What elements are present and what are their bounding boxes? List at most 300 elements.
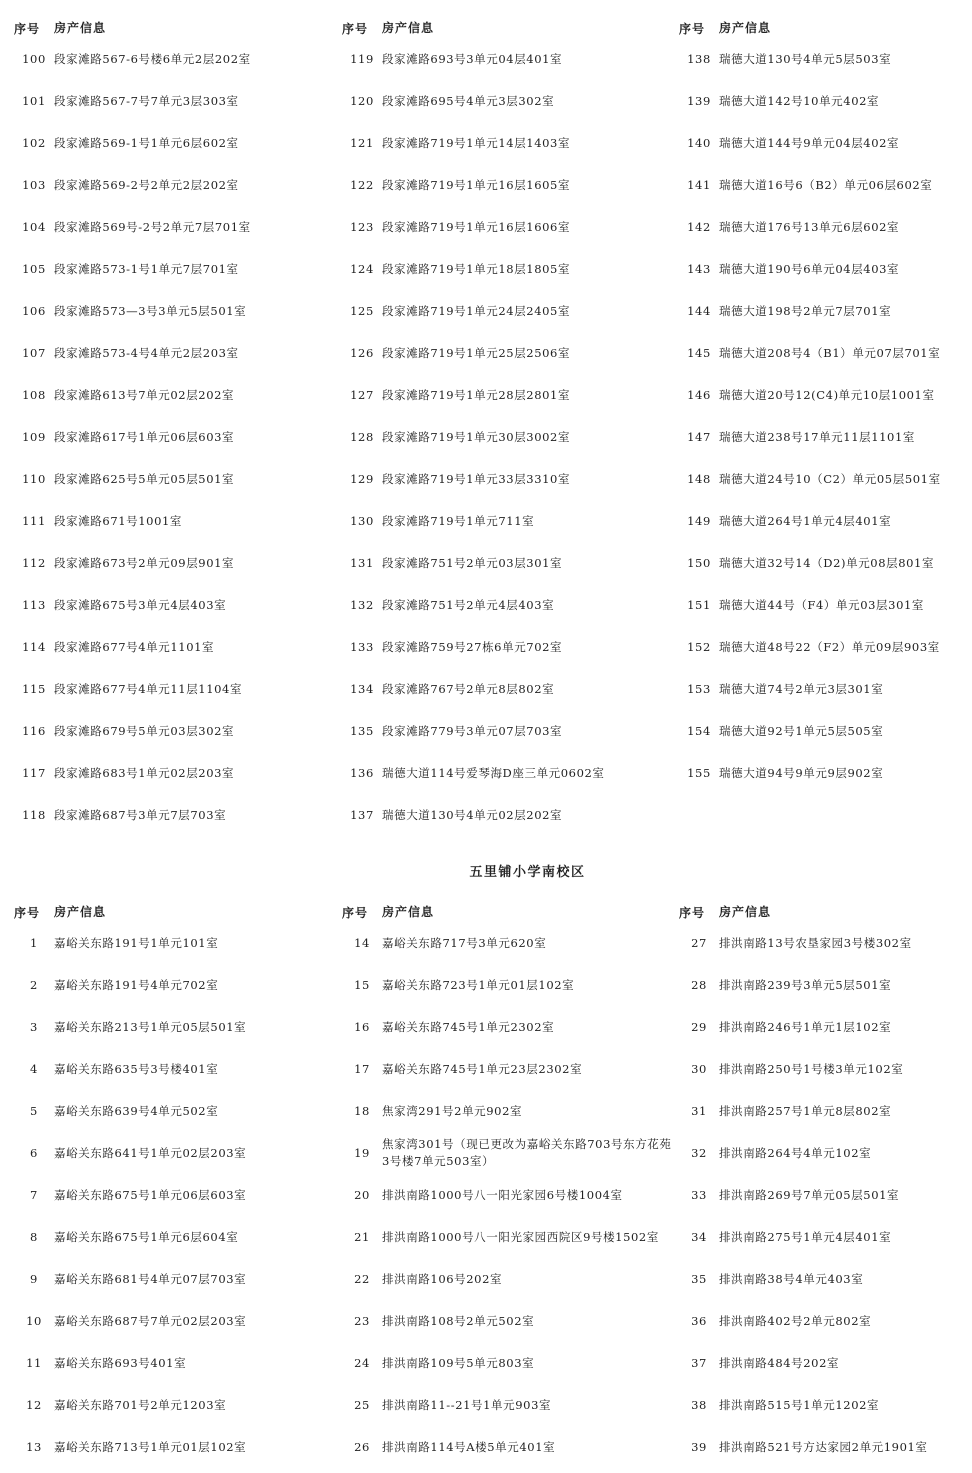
row-number: 144 [687,304,711,318]
table-row [342,710,674,752]
property-info: 排洪南路246号1单元1层102室 [719,1019,892,1034]
property-info: 段家滩路677号4单元11层1104室 [54,681,243,696]
table-row [679,1090,969,1132]
row-number: 142 [687,220,711,234]
property-info: 段家滩路719号1单元25层2506室 [382,345,571,360]
table-row [14,1216,332,1258]
bottom-column-3 [679,902,969,1468]
header-info: 房产信息 [54,20,107,35]
table-row [342,332,674,374]
table-row [14,416,332,458]
header-seq: 序号 [342,905,369,920]
table-row [679,1258,969,1300]
row-number: 6 [30,1146,38,1160]
row-number: 1 [30,936,38,950]
table-row [14,80,332,122]
property-info: 段家滩路767号2单元8层802室 [382,681,555,696]
row-number: 124 [350,262,374,276]
table-row [679,332,969,374]
row-number: 121 [350,136,374,150]
table-row [679,500,969,542]
row-number: 12 [26,1398,42,1412]
table-row [14,458,332,500]
table-row [342,1426,674,1468]
property-info: 瑞德大道198号2单元7层701室 [719,303,892,318]
table-row [679,710,969,752]
row-number: 112 [22,556,46,570]
property-info: 瑞德大道208号4（B1）单元07层701室 [719,345,941,360]
table-row [342,1174,674,1216]
table-row [679,80,969,122]
table-row [14,964,332,1006]
row-number: 22 [354,1272,370,1286]
property-info: 排洪南路484号202室 [719,1355,840,1370]
property-info: 排洪南路515号1单元1202室 [719,1397,880,1412]
table-row [342,1090,674,1132]
table-row [342,1258,674,1300]
row-number: 19 [354,1146,370,1160]
column-header [14,18,332,38]
row-number: 32 [691,1146,707,1160]
table-row [342,542,674,584]
table-row [14,500,332,542]
property-info: 瑞德大道264号1单元4层401室 [719,513,892,528]
table-row [14,248,332,290]
property-info: 排洪南路108号2单元502室 [382,1313,535,1328]
property-info: 焦家湾301号（现已更改为嘉峪关东路703号东方花苑3号楼7单元503室） [382,1137,672,1168]
table-row [342,416,674,458]
row-number: 102 [22,136,46,150]
table-row [342,290,674,332]
property-info: 嘉峪关东路687号7单元02层203室 [54,1313,247,1328]
property-info: 排洪南路38号4单元403室 [719,1271,864,1286]
row-number: 11 [26,1356,42,1370]
header-info: 房产信息 [54,904,107,919]
header-info: 房产信息 [719,20,772,35]
property-info: 瑞德大道238号17单元11层1101室 [719,429,915,444]
column-header [14,902,332,922]
property-info: 段家滩路613号7单元02层202室 [54,387,235,402]
table-row [14,542,332,584]
property-info: 段家滩路679号5单元03层302室 [54,723,235,738]
table-row [679,164,969,206]
header-seq: 序号 [342,21,369,36]
table-row [14,1048,332,1090]
table-row [14,1300,332,1342]
row-number: 108 [22,388,46,402]
property-info: 段家滩路719号1单元14层1403室 [382,135,571,150]
table-row [679,1006,969,1048]
row-number: 143 [687,262,711,276]
row-number: 114 [22,640,46,654]
table-row [342,668,674,710]
property-info: 嘉峪关东路681号4单元07层703室 [54,1271,247,1286]
table-row [14,1174,332,1216]
property-info: 排洪南路257号1单元8层802室 [719,1103,892,1118]
top-column-2 [342,18,674,836]
table-row [14,290,332,332]
row-number: 23 [354,1314,370,1328]
header-info: 房产信息 [382,20,435,35]
property-info: 段家滩路573—3号3单元5层501室 [54,303,247,318]
table-row [342,1216,674,1258]
table-row [14,752,332,794]
column-header [679,902,969,922]
property-info: 段家滩路573-4号4单元2层203室 [54,345,239,360]
row-number: 37 [691,1356,707,1370]
property-info: 嘉峪关东路635号3号楼401室 [54,1061,219,1076]
row-number: 140 [687,136,711,150]
row-number: 117 [22,766,46,780]
row-number: 7 [30,1188,38,1202]
table-row [342,1384,674,1426]
table-row [679,416,969,458]
row-number: 141 [687,178,711,192]
row-number: 25 [354,1398,370,1412]
row-number: 34 [691,1230,707,1244]
row-number: 148 [687,472,711,486]
property-info: 排洪南路106号202室 [382,1271,503,1286]
row-number: 138 [687,52,711,66]
row-number: 103 [22,178,46,192]
table-row [14,1426,332,1468]
property-info: 瑞德大道20号12(C4)单元10层1001室 [719,387,935,402]
header-info: 房产信息 [382,904,435,919]
property-info: 段家滩路719号1单元16层1606室 [382,219,571,234]
row-number: 14 [354,936,370,950]
property-info: 瑞德大道130号4单元5层503室 [719,51,892,66]
row-number: 5 [30,1104,38,1118]
row-number: 4 [30,1062,38,1076]
row-number: 26 [354,1440,370,1454]
column-header [679,18,969,38]
table-row [342,164,674,206]
property-info: 段家滩路671号1001室 [54,513,183,528]
property-info: 瑞德大道144号9单元04层402室 [719,135,900,150]
property-info: 段家滩路693号3单元04层401室 [382,51,563,66]
property-info: 瑞德大道32号14（D2)单元08层801室 [719,555,935,570]
row-number: 145 [687,346,711,360]
table-row [679,1426,969,1468]
row-number: 111 [22,514,46,528]
row-number: 16 [354,1020,370,1034]
row-number: 9 [30,1272,38,1286]
table-row [14,584,332,626]
table-row [342,458,674,500]
property-info: 瑞德大道16号6（B2）单元06层602室 [719,177,933,192]
column-header [342,18,674,38]
row-number: 147 [687,430,711,444]
table-row [342,1132,674,1174]
table-row [679,542,969,584]
property-info: 瑞德大道48号22（F2）单元09层903室 [719,639,940,654]
row-number: 151 [687,598,711,612]
property-info: 瑞德大道94号9单元9层902室 [719,765,884,780]
table-row [14,206,332,248]
property-info: 段家滩路779号3单元07层703室 [382,723,563,738]
table-row [679,1048,969,1090]
row-number: 29 [691,1020,707,1034]
table-row [342,752,674,794]
property-info: 嘉峪关东路723号1单元01层102室 [382,977,575,992]
table-row [14,710,332,752]
row-number: 105 [22,262,46,276]
property-info: 段家滩路567-6号楼6单元2层202室 [54,51,251,66]
table-row [342,1342,674,1384]
property-info: 段家滩路719号1单元711室 [382,513,535,528]
row-number: 31 [691,1104,707,1118]
property-info: 瑞德大道176号13单元6层602室 [719,219,900,234]
table-row [679,922,969,964]
table-row [679,1384,969,1426]
property-info: 段家滩路567-7号7单元3层303室 [54,93,239,108]
property-info: 嘉峪关东路675号1单元6层604室 [54,1229,239,1244]
property-info: 排洪南路521号方达家园2单元1901室 [719,1439,928,1454]
table-row [679,1132,969,1174]
property-info: 排洪南路109号5单元803室 [382,1355,535,1370]
row-number: 27 [691,936,707,950]
row-number: 136 [350,766,374,780]
table-row [679,1342,969,1384]
row-number: 154 [687,724,711,738]
property-info: 瑞德大道74号2单元3层301室 [719,681,884,696]
section-title: 五里铺小学南校区 [469,865,586,880]
table-row [679,458,969,500]
property-info: 段家滩路625号5单元05层501室 [54,471,235,486]
table-row [14,374,332,416]
table-row [14,922,332,964]
table-row [342,922,674,964]
row-number: 20 [354,1188,370,1202]
table-row [679,1174,969,1216]
property-info: 段家滩路751号2单元03层301室 [382,555,563,570]
table-row [14,626,332,668]
row-number: 122 [350,178,374,192]
table-row [342,248,674,290]
property-info: 段家滩路751号2单元4层403室 [382,597,555,612]
row-number: 110 [22,472,46,486]
table-row [14,794,332,836]
property-info: 排洪南路264号4单元102室 [719,1145,872,1160]
property-info: 嘉峪关东路191号4单元702室 [54,977,219,992]
row-number: 33 [691,1188,707,1202]
table-row [14,1090,332,1132]
table-row [679,752,969,794]
property-info: 嘉峪关东路701号2单元1203室 [54,1397,227,1412]
property-info: 嘉峪关东路745号1单元23层2302室 [382,1061,583,1076]
row-number: 30 [691,1062,707,1076]
row-number: 10 [26,1314,42,1328]
row-number: 131 [350,556,374,570]
property-info: 段家滩路759号27栋6单元702室 [382,639,563,654]
property-info: 嘉峪关东路639号4单元502室 [54,1103,219,1118]
table-row [679,374,969,416]
property-info: 瑞德大道114号爱琴海D座三单元0602室 [382,765,605,780]
table-row [14,1384,332,1426]
property-info: 排洪南路11--21号1单元903室 [382,1397,552,1412]
table-row [342,38,674,80]
row-number: 13 [26,1440,42,1454]
row-number: 28 [691,978,707,992]
row-number: 128 [350,430,374,444]
table-row [342,122,674,164]
property-info: 段家滩路687号3单元7层703室 [54,807,227,822]
row-number: 116 [22,724,46,738]
property-info: 排洪南路13号农垦家园3号楼302室 [719,935,912,950]
row-number: 149 [687,514,711,528]
property-info: 段家滩路569-2号2单元2层202室 [54,177,239,192]
property-info: 排洪南路239号3单元5层501室 [719,977,892,992]
table-row [342,374,674,416]
property-info: 段家滩路719号1单元33层3310室 [382,471,571,486]
table-row [342,500,674,542]
row-number: 126 [350,346,374,360]
row-number: 101 [22,94,46,108]
table-row [342,1006,674,1048]
row-number: 21 [354,1230,370,1244]
header-seq: 序号 [14,21,41,36]
property-info: 嘉峪关东路745号1单元2302室 [382,1019,555,1034]
property-info: 嘉峪关东路191号1单元101室 [54,935,219,950]
property-info: 嘉峪关东路693号401室 [54,1355,187,1370]
property-info: 段家滩路719号1单元30层3002室 [382,429,571,444]
property-info: 排洪南路1000号八一阳光家园西院区9号楼1502室 [382,1229,659,1244]
bottom-column-2 [342,902,674,1468]
table-row [679,290,969,332]
row-number: 120 [350,94,374,108]
property-info: 段家滩路719号1单元28层2801室 [382,387,571,402]
row-number: 134 [350,682,374,696]
row-number: 153 [687,682,711,696]
property-info: 瑞德大道190号6单元04层403室 [719,261,900,276]
row-number: 133 [350,640,374,654]
property-info: 嘉峪关东路717号3单元620室 [382,935,547,950]
row-number: 36 [691,1314,707,1328]
bottom-table [0,902,972,1473]
property-info: 嘉峪关东路675号1单元06层603室 [54,1187,247,1202]
table-row [679,668,969,710]
property-info: 瑞德大道142号10单元402室 [719,93,880,108]
property-info: 段家滩路673号2单元09层901室 [54,555,235,570]
property-info: 段家滩路719号1单元24层2405室 [382,303,571,318]
table-row [342,794,674,836]
property-info: 段家滩路677号4单元1101室 [54,639,215,654]
property-info: 嘉峪关东路641号1单元02层203室 [54,1145,247,1160]
property-info: 段家滩路675号3单元4层403室 [54,597,227,612]
row-number: 139 [687,94,711,108]
row-number: 127 [350,388,374,402]
table-row [679,206,969,248]
property-info: 焦家湾291号2单元902室 [382,1103,523,1118]
header-seq: 序号 [679,21,706,36]
property-info: 瑞德大道130号4单元02层202室 [382,807,563,822]
row-number: 107 [22,346,46,360]
row-number: 146 [687,388,711,402]
table-row [342,206,674,248]
property-info: 排洪南路250号1号楼3单元102室 [719,1061,904,1076]
row-number: 8 [30,1230,38,1244]
row-number: 135 [350,724,374,738]
row-number: 2 [30,978,38,992]
row-number: 39 [691,1440,707,1454]
table-row [14,1258,332,1300]
table-row [342,80,674,122]
table-row [14,1132,332,1174]
row-number: 100 [22,52,46,66]
row-number: 125 [350,304,374,318]
property-info: 段家滩路569-1号1单元6层602室 [54,135,239,150]
table-row [679,38,969,80]
table-row [342,964,674,1006]
bottom-column-1 [14,902,332,1468]
row-number: 3 [30,1020,38,1034]
property-info: 排洪南路114号A楼5单元401室 [382,1439,556,1454]
property-info: 嘉峪关东路713号1单元01层102室 [54,1439,247,1454]
property-info: 段家滩路719号1单元16层1605室 [382,177,571,192]
table-row [679,1216,969,1258]
property-info: 瑞德大道24号10（C2）单元05层501室 [719,471,941,486]
table-row [679,122,969,164]
property-info: 排洪南路1000号八一阳光家园6号楼1004室 [382,1187,623,1202]
row-number: 104 [22,220,46,234]
row-number: 38 [691,1398,707,1412]
table-row [14,38,332,80]
row-number: 118 [22,808,46,822]
row-number: 155 [687,766,711,780]
row-number: 35 [691,1272,707,1286]
property-info: 段家滩路683号1单元02层203室 [54,765,235,780]
table-row [679,248,969,290]
row-number: 119 [350,52,374,66]
table-row [14,122,332,164]
row-number: 150 [687,556,711,570]
table-row [14,1006,332,1048]
table-row [679,626,969,668]
property-info: 段家滩路573-1号1单元7层701室 [54,261,239,276]
property-info: 排洪南路269号7单元05层501室 [719,1187,900,1202]
row-number: 18 [354,1104,370,1118]
row-number: 137 [350,808,374,822]
property-info: 嘉峪关东路213号1单元05层501室 [54,1019,247,1034]
table-row [14,1342,332,1384]
table-row [679,964,969,1006]
row-number: 132 [350,598,374,612]
table-row [679,1300,969,1342]
property-info: 段家滩路719号1单元18层1805室 [382,261,571,276]
row-number: 109 [22,430,46,444]
table-row [342,1048,674,1090]
table-row [342,626,674,668]
row-number: 130 [350,514,374,528]
table-row [14,332,332,374]
property-info: 段家滩路695号4单元3层302室 [382,93,555,108]
property-info: 瑞德大道44号（F4）单元03层301室 [719,597,925,612]
row-number: 15 [354,978,370,992]
header-seq: 序号 [14,905,41,920]
table-row [14,668,332,710]
header-info: 房产信息 [719,904,772,919]
property-info: 段家滩路569号-2号2单元7层701室 [54,219,251,234]
row-number: 152 [687,640,711,654]
property-info: 排洪南路402号2单元802室 [719,1313,872,1328]
top-table [0,18,972,848]
row-number: 17 [354,1062,370,1076]
column-header [342,902,674,922]
row-number: 123 [350,220,374,234]
header-seq: 序号 [679,905,706,920]
top-column-3 [679,18,969,794]
property-info: 排洪南路275号1单元4层401室 [719,1229,892,1244]
